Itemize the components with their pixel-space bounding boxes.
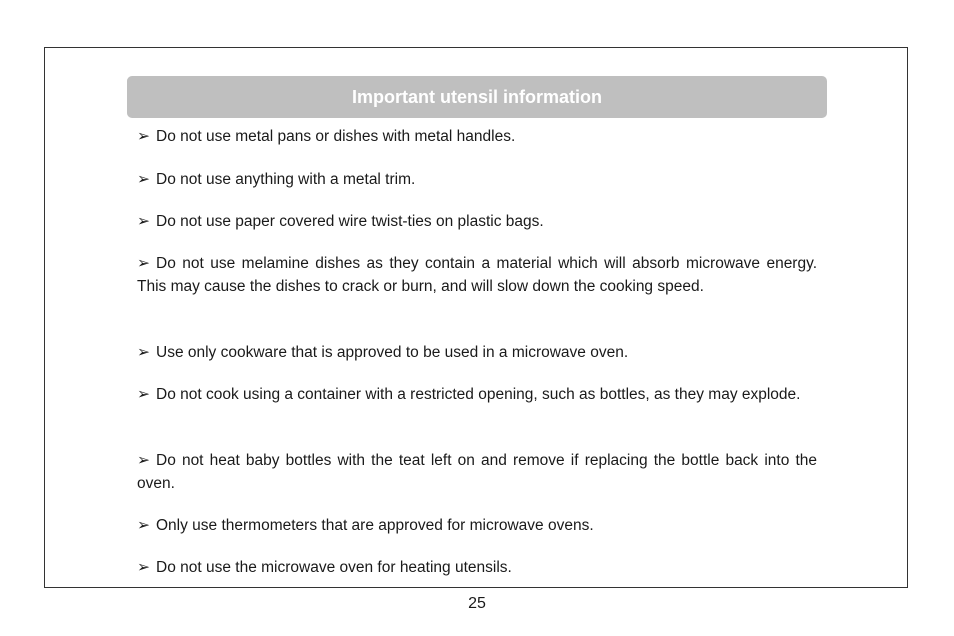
list-item <box>137 449 817 495</box>
section-title: Important utensil information <box>352 86 602 107</box>
arrow-bullet-icon: ➢ <box>137 213 150 230</box>
list-item-text: Do not use melamine dishes as they contain a material which will absorb microwave energy. This may cause the dishes to crack or burn, and will slow down the cooking speed. <box>137 255 817 295</box>
list-item-text: Use only cookware that is approved to be used in a microwave oven. <box>156 344 629 361</box>
list-item <box>137 556 817 579</box>
list-item-text: Do not heat baby bottles with the teat left on and remove if replacing the bottle back into the oven. <box>137 452 817 492</box>
arrow-bullet-icon: ➢ <box>137 452 150 469</box>
list-item <box>137 383 817 406</box>
arrow-bullet-icon: ➢ <box>137 386 150 403</box>
arrow-bullet-icon: ➢ <box>137 517 150 534</box>
list-item <box>137 210 817 233</box>
arrow-bullet-icon: ➢ <box>137 559 150 576</box>
list-item <box>137 125 817 148</box>
arrow-bullet-icon: ➢ <box>137 128 150 145</box>
list-item <box>137 168 817 191</box>
list-item <box>137 514 817 537</box>
list-item <box>137 252 817 298</box>
list-item-text: Do not use metal pans or dishes with metal handles. <box>156 128 516 145</box>
list-item-text: Do not use the microwave oven for heating utensils. <box>156 559 512 576</box>
arrow-bullet-icon: ➢ <box>137 171 150 188</box>
list-item <box>137 341 817 364</box>
arrow-bullet-icon: ➢ <box>137 344 150 361</box>
list-item-text: Only use thermometers that are approved for microwave ovens. <box>156 517 594 534</box>
arrow-bullet-icon: ➢ <box>137 255 150 272</box>
list-item-text: Do not cook using a container with a restricted opening, such as bottles, as they may explode. <box>156 386 801 403</box>
section-header <box>127 76 827 118</box>
page-number: 25 <box>468 595 486 612</box>
list-item-text: Do not use anything with a metal trim. <box>156 171 416 188</box>
list-item-text: Do not use paper covered wire twist-ties on plastic bags. <box>156 213 544 230</box>
